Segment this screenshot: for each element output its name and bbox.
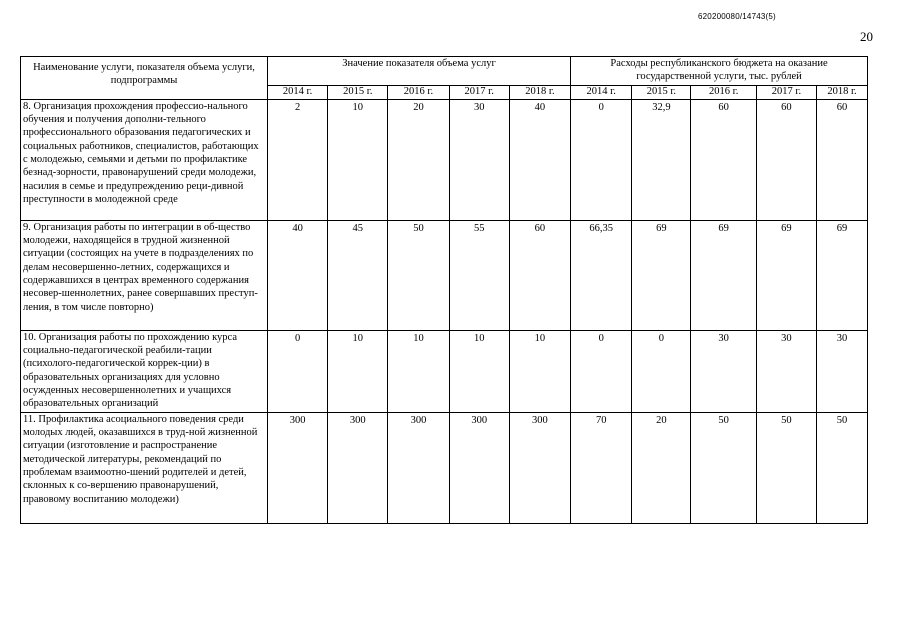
year-header: 2016 г. bbox=[388, 86, 449, 100]
budget-value: 30 bbox=[756, 330, 816, 412]
volume-value: 300 bbox=[328, 412, 388, 523]
budget-value: 60 bbox=[691, 99, 756, 220]
volume-value: 300 bbox=[509, 412, 570, 523]
budget-value: 69 bbox=[756, 220, 816, 330]
budget-value: 0 bbox=[571, 330, 632, 412]
service-name: 8. Организация прохождения профессио-нального обучения и получения дополни-тельного профессионального образования педагогических и социальных работников, специалистов, работающих с молодежью, семьями и детьми по профилактике безнад-зорности, правонарушений среди молодежи, насилия в семье и предупреждению реци-дивной преступности в молодежной среде bbox=[21, 99, 268, 220]
budget-value: 66,35 bbox=[571, 220, 632, 330]
volume-value: 10 bbox=[388, 330, 449, 412]
budget-value: 50 bbox=[817, 412, 868, 523]
volume-value: 45 bbox=[328, 220, 388, 330]
volume-value: 55 bbox=[449, 220, 509, 330]
table-row bbox=[21, 412, 868, 523]
year-header: 2018 г. bbox=[509, 86, 570, 100]
service-name: 9. Организация работы по интеграции в об-щество молодежи, находящейся в трудной жизненной ситуации (состоящих на учете в подразделениях по делам несовершенно-летних, содержащихся и содержавшихся в центрах временного содержания несовер-шеннолетних, ранее совершавших преступ-ления, в том числе повторно) bbox=[21, 220, 268, 330]
budget-value: 60 bbox=[756, 99, 816, 220]
year-header: 2015 г. bbox=[632, 86, 691, 100]
table-row bbox=[21, 99, 868, 220]
volume-value: 10 bbox=[328, 99, 388, 220]
budget-value: 50 bbox=[756, 412, 816, 523]
volume-value: 2 bbox=[268, 99, 328, 220]
budget-value: 30 bbox=[691, 330, 756, 412]
service-name: 11. Профилактика асоциального поведения среди молодых людей, оказавшихся в труд-ной жизненной ситуации (изготовление и распространение методической литературы, рекомендаций по проблемам взаимоотно-шений родителей и детей, склонных к со-вершению правонарушений, правовому воспитанию молодежи) bbox=[21, 412, 268, 523]
year-header: 2017 г. bbox=[449, 86, 509, 100]
volume-value: 300 bbox=[268, 412, 328, 523]
budget-value: 70 bbox=[571, 412, 632, 523]
volume-value: 60 bbox=[509, 220, 570, 330]
budget-value: 60 bbox=[817, 99, 868, 220]
year-header: 2015 г. bbox=[328, 86, 388, 100]
volume-value: 10 bbox=[449, 330, 509, 412]
year-header: 2014 г. bbox=[268, 86, 328, 100]
volume-value: 0 bbox=[268, 330, 328, 412]
table-row bbox=[21, 220, 868, 330]
header-volume: Значение показателя объема услуг bbox=[268, 57, 571, 86]
year-header: 2016 г. bbox=[691, 86, 756, 100]
volume-value: 50 bbox=[388, 220, 449, 330]
volume-value: 40 bbox=[268, 220, 328, 330]
budget-value: 30 bbox=[817, 330, 868, 412]
volume-value: 10 bbox=[328, 330, 388, 412]
budget-value: 69 bbox=[691, 220, 756, 330]
volume-value: 20 bbox=[388, 99, 449, 220]
budget-value: 32,9 bbox=[632, 99, 691, 220]
budget-value: 69 bbox=[817, 220, 868, 330]
page-number: 20 bbox=[860, 29, 873, 44]
budget-value: 0 bbox=[632, 330, 691, 412]
volume-value: 30 bbox=[449, 99, 509, 220]
year-header: 2017 г. bbox=[756, 86, 816, 100]
document-id: 620200080/14743(5) bbox=[698, 12, 776, 21]
header-budget: Расходы республиканского бюджета на оказание государственной услуги, тыс. рублей bbox=[571, 57, 868, 86]
budget-value: 0 bbox=[571, 99, 632, 220]
volume-value: 40 bbox=[509, 99, 570, 220]
budget-value: 20 bbox=[632, 412, 691, 523]
year-header: 2018 г. bbox=[817, 86, 868, 100]
table-row bbox=[21, 330, 868, 412]
volume-value: 300 bbox=[388, 412, 449, 523]
volume-value: 10 bbox=[509, 330, 570, 412]
volume-value: 300 bbox=[449, 412, 509, 523]
budget-value: 69 bbox=[632, 220, 691, 330]
year-header: 2014 г. bbox=[571, 86, 632, 100]
budget-value: 50 bbox=[691, 412, 756, 523]
header-name: Наименование услуги, показателя объема услуги, подпрограммы bbox=[21, 57, 268, 100]
service-name: 10. Организация работы по прохождению курса социально-педагогической реабили-тации (психолого-педагогической коррек-ции) в образовательных организациях для условно осужденных несовершеннолетних и учащихся образовательных организаций bbox=[21, 330, 268, 412]
services-table bbox=[20, 56, 868, 524]
